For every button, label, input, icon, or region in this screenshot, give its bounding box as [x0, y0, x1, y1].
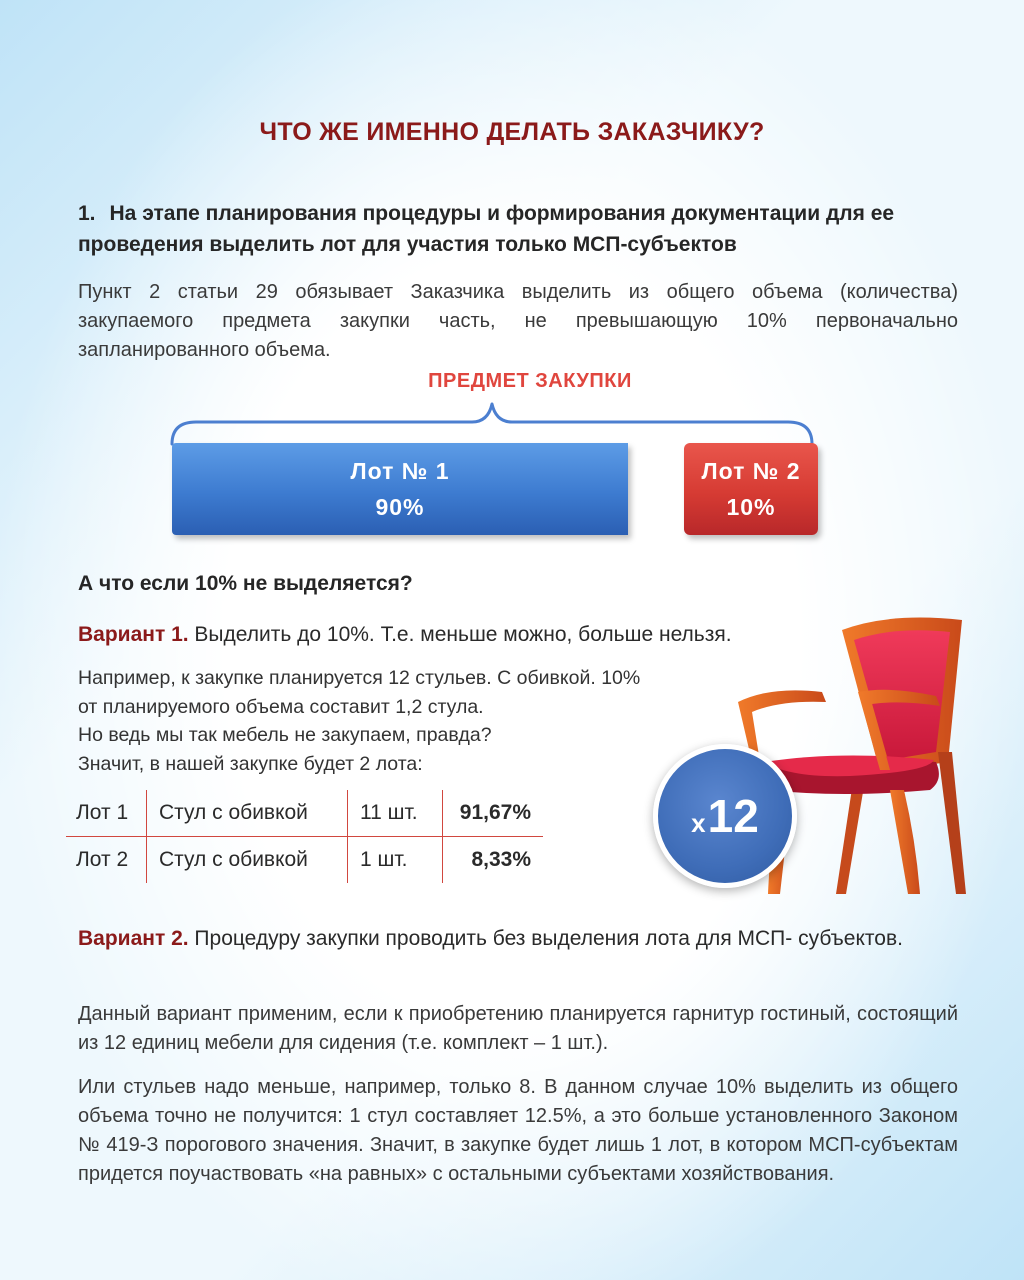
qty-cell: 1 шт.	[348, 837, 443, 884]
example-line: Например, к закупке планируется 12 стульев. С обивкой. 10%	[78, 667, 641, 689]
percent-cell: 91,67%	[443, 790, 544, 837]
lot-cell: Лот 2	[66, 837, 147, 884]
badge-prefix: x	[691, 807, 706, 838]
lot-cell: Лот 1	[66, 790, 147, 837]
qty-cell: 11 шт.	[348, 790, 443, 837]
table-row	[66, 790, 543, 837]
variant-2-heading	[78, 924, 958, 954]
table-row	[66, 837, 543, 884]
variant-1-label: Вариант 1.	[78, 623, 189, 646]
step-1-heading	[78, 198, 958, 260]
step-1-paragraph: Пункт 2 статьи 29 обязывает Заказчика выделить из общего объема (количества) закупаемого предмета закупки часть, не превышающую 10% первоначально запланированного объема.	[78, 281, 958, 361]
lot-2-share: 10%	[726, 494, 776, 520]
item-cell: Стул с обивкой	[147, 790, 348, 837]
quantity-badge	[653, 744, 797, 888]
badge-count: 12	[707, 790, 759, 842]
page-title: ЧТО ЖЕ ИМЕННО ДЕЛАТЬ ЗАКАЗЧИКУ?	[259, 118, 765, 146]
step-number: 1.	[78, 202, 96, 225]
procurement-subject-label: ПРЕДМЕТ ЗАКУПКИ	[428, 370, 632, 392]
variant-2-paragraph-2: Или стульев надо меньше, например, только 8. В данном случае 10% выделить из общего объема точно не получится: 1 стул составляет 12.5%, а это больше установленного Законом № 419-З порогового значения. Значит, в закупке будет лишь 1 лот, в котором МСП-субъектам придется поучаствовать «на равных» с остальными субъектами хозяйствования.	[78, 1076, 958, 1185]
variant-2-text: Процедуру закупки проводить без выделения лота для МСП- субъектов.	[194, 927, 903, 950]
variant-2-label: Вариант 2.	[78, 927, 189, 950]
variant-1-text: Выделить до 10%. Т.е. меньше можно, больше нельзя.	[194, 623, 732, 646]
variant-1-example	[78, 664, 718, 778]
example-line: Но ведь мы так мебель не закупаем, правда?	[78, 724, 492, 746]
lot-1-name: Лот № 1	[350, 458, 450, 484]
lot-1-block	[172, 443, 628, 535]
lot-2-name: Лот № 2	[701, 458, 801, 484]
variant-2-paragraph-1: Данный вариант применим, если к приобретению планируется гарнитур гостиный, состоящий из 12 единиц мебели для сидения (т.е. комплект – 1 шт.).	[78, 1003, 958, 1054]
lot-1-share: 90%	[375, 494, 425, 520]
curly-brace-icon	[166, 398, 826, 446]
item-cell: Стул с обивкой	[147, 837, 348, 884]
step-heading-text: На этапе планирования процедуры и формирования документации для ее проведения выделить лот для участия только МСП-субъектов	[78, 202, 895, 256]
lots-table	[66, 790, 543, 883]
example-line: от планируемого объема составит 1,2 стула.	[78, 695, 484, 718]
question-heading: А что если 10% не выделяется?	[78, 572, 413, 595]
percent-cell: 8,33%	[471, 848, 531, 871]
lot-2-block	[684, 443, 818, 535]
variant-1-heading	[78, 620, 732, 650]
example-line: Значит, в нашей закупке будет 2 лота:	[78, 752, 423, 775]
